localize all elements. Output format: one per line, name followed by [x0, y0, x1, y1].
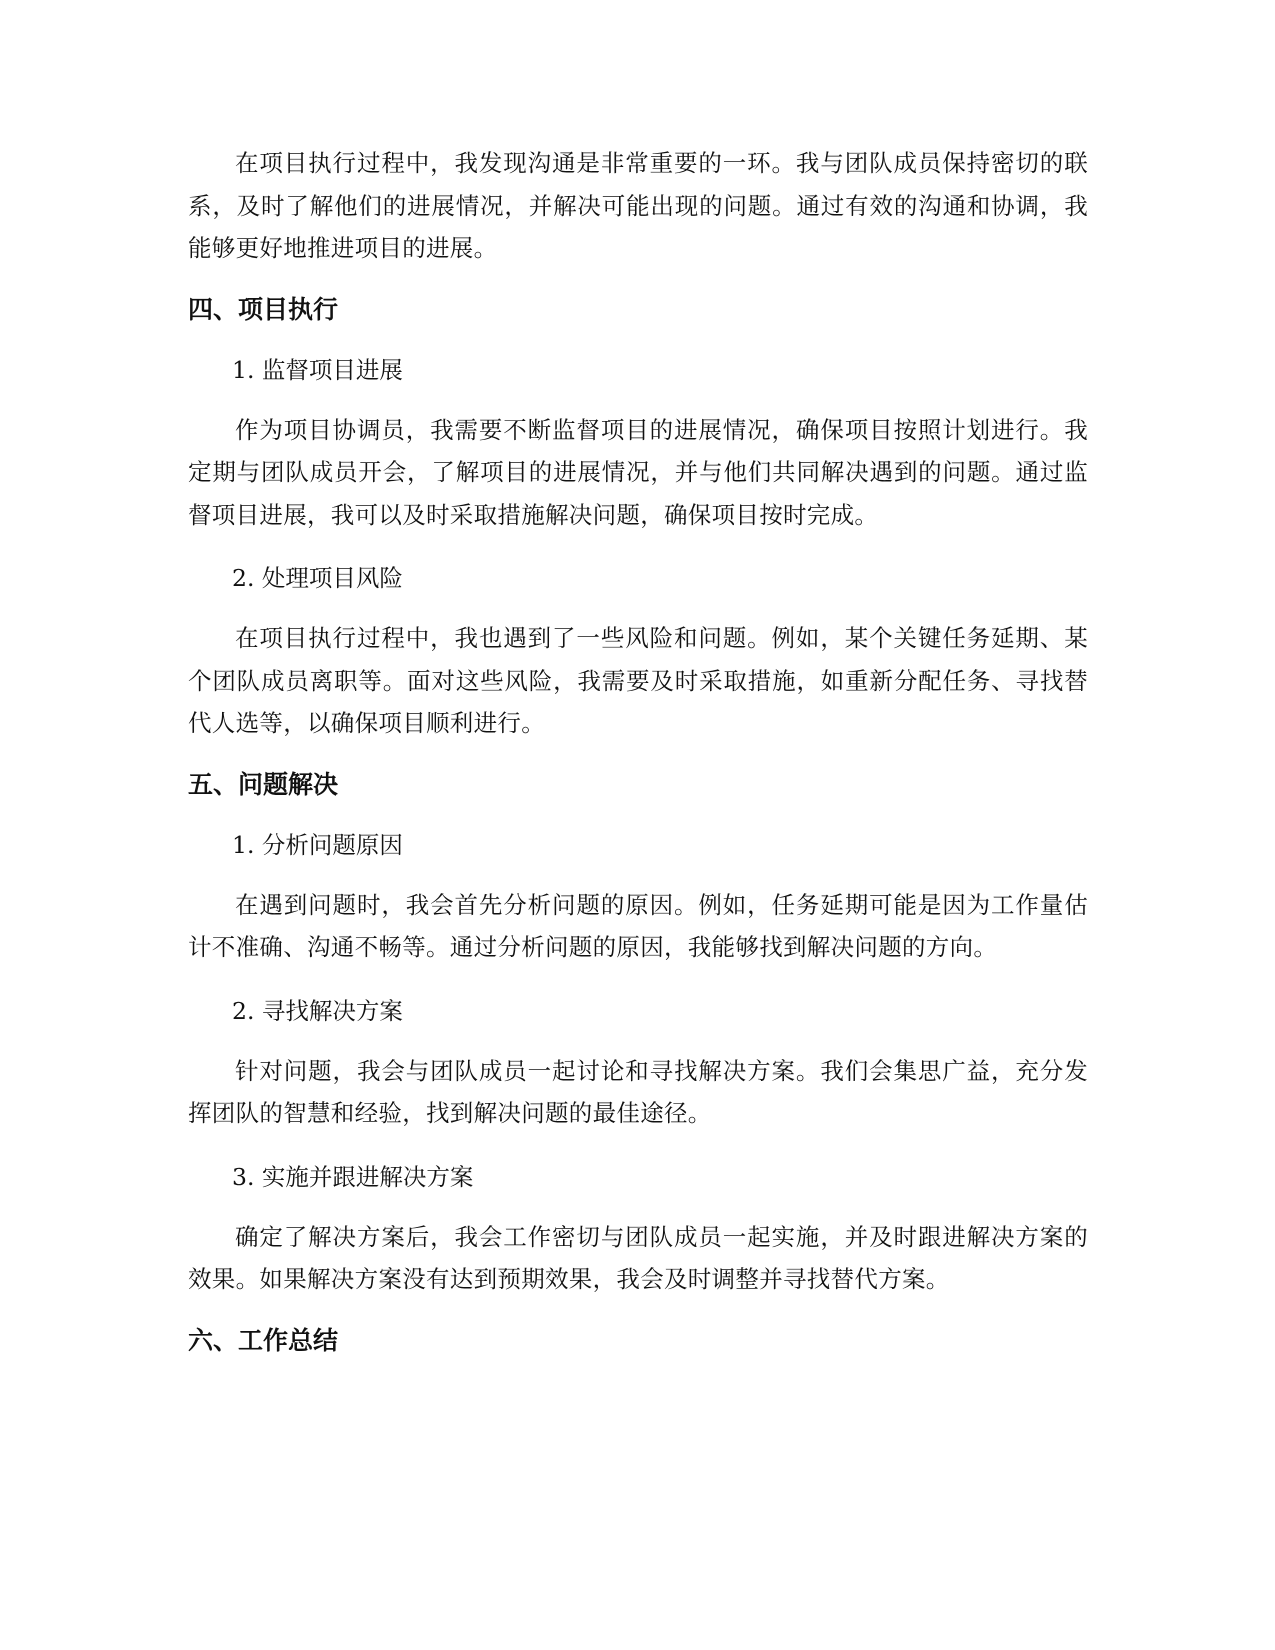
intro-paragraph: 在项目执行过程中，我发现沟通是非常重要的一环。我与团队成员保持密切的联系，及时了解他们的进展情况，并解决可能出现的问题。通过有效的沟通和协调，我能够更好地推进项目的进展。 — [188, 149, 1088, 262]
subheading-monitor-progress: 1. 监督项目进展 — [232, 355, 403, 384]
paragraph-find-solutions: 针对问题，我会与团队成员一起讨论和寻找解决方案。我们会集思广益，充分发挥团队的智慧和经验，找到解决问题的最佳途径。 — [188, 1056, 1088, 1127]
paragraph-handle-risks: 在项目执行过程中，我也遇到了一些风险和问题。例如，某个关键任务延期、某个团队成员离职等。面对这些风险，我需要及时采取措施，如重新分配任务、寻找替代人选等，以确保项目顺利进行。 — [188, 624, 1088, 737]
section-heading-work-summary: 六、工作总结 — [188, 1325, 339, 1355]
subheading-analyze-causes: 1. 分析问题原因 — [232, 830, 403, 859]
section-heading-problem-solving: 五、问题解决 — [188, 769, 339, 799]
subheading-find-solutions: 2. 寻找解决方案 — [232, 996, 403, 1025]
subheading-implement-follow-up: 3. 实施并跟进解决方案 — [232, 1162, 474, 1191]
paragraph-implement-follow-up: 确定了解决方案后，我会工作密切与团队成员一起实施，并及时跟进解决方案的效果。如果解决方案没有达到预期效果，我会及时调整并寻找替代方案。 — [188, 1222, 1088, 1293]
paragraph-monitor-progress: 作为项目协调员，我需要不断监督项目的进展情况，确保项目按照计划进行。我定期与团队成员开会，了解项目的进展情况，并与他们共同解决遇到的问题。通过监督项目进展，我可以及时采取措施解决问题，确保项目按时完成。 — [188, 415, 1088, 529]
subheading-handle-risks: 2. 处理项目风险 — [232, 564, 403, 592]
document-body — [188, 142, 1088, 1380]
section-heading-project-execution: 四、项目执行 — [188, 294, 339, 324]
paragraph-analyze-causes: 在遇到问题时，我会首先分析问题的原因。例如，任务延期可能是因为工作量估计不准确、沟通不畅等。通过分析问题的原因，我能够找到解决问题的方向。 — [188, 890, 1088, 961]
